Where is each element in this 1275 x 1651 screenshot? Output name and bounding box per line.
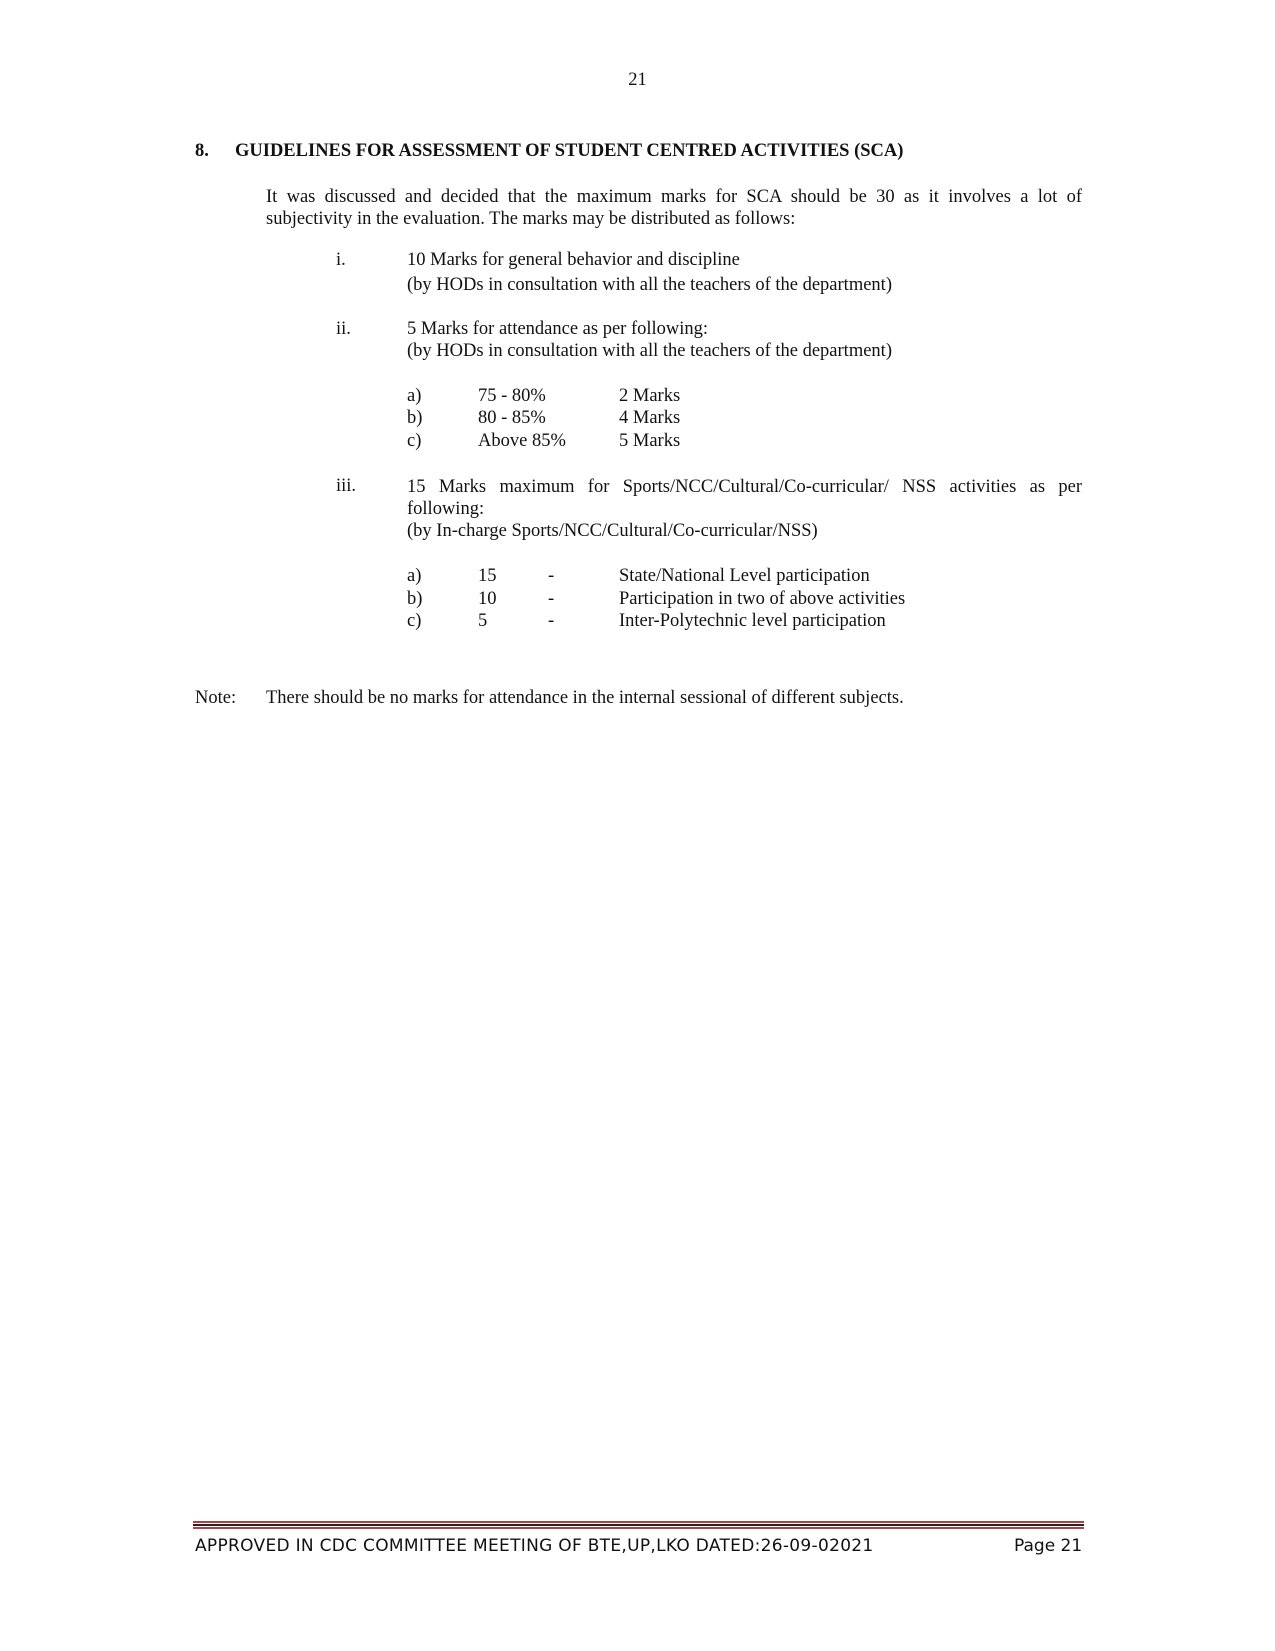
footer-rule — [193, 1521, 1084, 1529]
footer-rule-line — [193, 1521, 1084, 1523]
item-numeral: i. — [336, 250, 346, 270]
attendance-marks: 2 Marks — [619, 386, 681, 406]
footer-rule-line — [193, 1524, 1084, 1526]
footer-page-number: Page 21 — [1014, 1536, 1083, 1556]
activity-marks: 5 — [478, 611, 488, 631]
sub-item-letter: a) — [407, 566, 422, 586]
sub-item-letter: a) — [407, 386, 422, 406]
section-title: GUIDELINES FOR ASSESSMENT OF STUDENT CENTRED ACTIVITIES (SCA) — [235, 141, 904, 161]
separator-dash: - — [548, 589, 555, 609]
item-heading: 10 Marks for general behavior and discipline — [407, 250, 740, 270]
footer-approval-text: APPROVED IN CDC COMMITTEE MEETING OF BTE,UP,LKO DATED:26-09-02021 — [195, 1536, 874, 1556]
item-numeral: ii. — [336, 319, 351, 339]
sub-item-letter: b) — [407, 589, 423, 609]
activity-marks: 10 — [478, 589, 497, 609]
item-heading: 15 Marks maximum for Sports/NCC/Cultural/Co-curricular/ NSS activities as per following: — [407, 477, 1082, 519]
activity-description: State/National Level participation — [619, 566, 870, 586]
note-text: There should be no marks for attendance in the internal sessional of different subjects. — [266, 688, 904, 708]
sub-item-letter: c) — [407, 611, 422, 631]
footer-rule-line — [193, 1527, 1084, 1529]
sub-item-letter: c) — [407, 431, 422, 451]
note-label: Note: — [195, 688, 237, 708]
section-number: 8. — [195, 141, 209, 161]
attendance-range: 75 - 80% — [478, 386, 546, 406]
intro-paragraph: It was discussed and decided that the maximum marks for SCA should be 30 as it involves a lot of subjectivity in the evaluation. The marks may be distributed as follows: — [266, 187, 1082, 229]
activity-marks: 15 — [478, 566, 497, 586]
item-numeral: iii. — [336, 476, 357, 496]
attendance-range: 80 - 85% — [478, 408, 546, 428]
sub-item-letter: b) — [407, 408, 423, 428]
attendance-marks: 5 Marks — [619, 431, 681, 451]
activity-description: Inter-Polytechnic level participation — [619, 611, 886, 631]
separator-dash: - — [548, 611, 555, 631]
attendance-marks: 4 Marks — [619, 408, 681, 428]
activity-description: Participation in two of above activities — [619, 589, 906, 609]
page-number-top: 21 — [628, 70, 647, 90]
item-responsibility: (by HODs in consultation with all the teachers of the department) — [407, 275, 892, 295]
item-heading: 5 Marks for attendance as per following: — [407, 319, 709, 339]
separator-dash: - — [548, 566, 555, 586]
item-responsibility: (by In-charge Sports/NCC/Cultural/Co-curricular/NSS) — [407, 521, 818, 541]
item-responsibility: (by HODs in consultation with all the teachers of the department) — [407, 341, 892, 361]
attendance-range: Above 85% — [478, 431, 566, 451]
